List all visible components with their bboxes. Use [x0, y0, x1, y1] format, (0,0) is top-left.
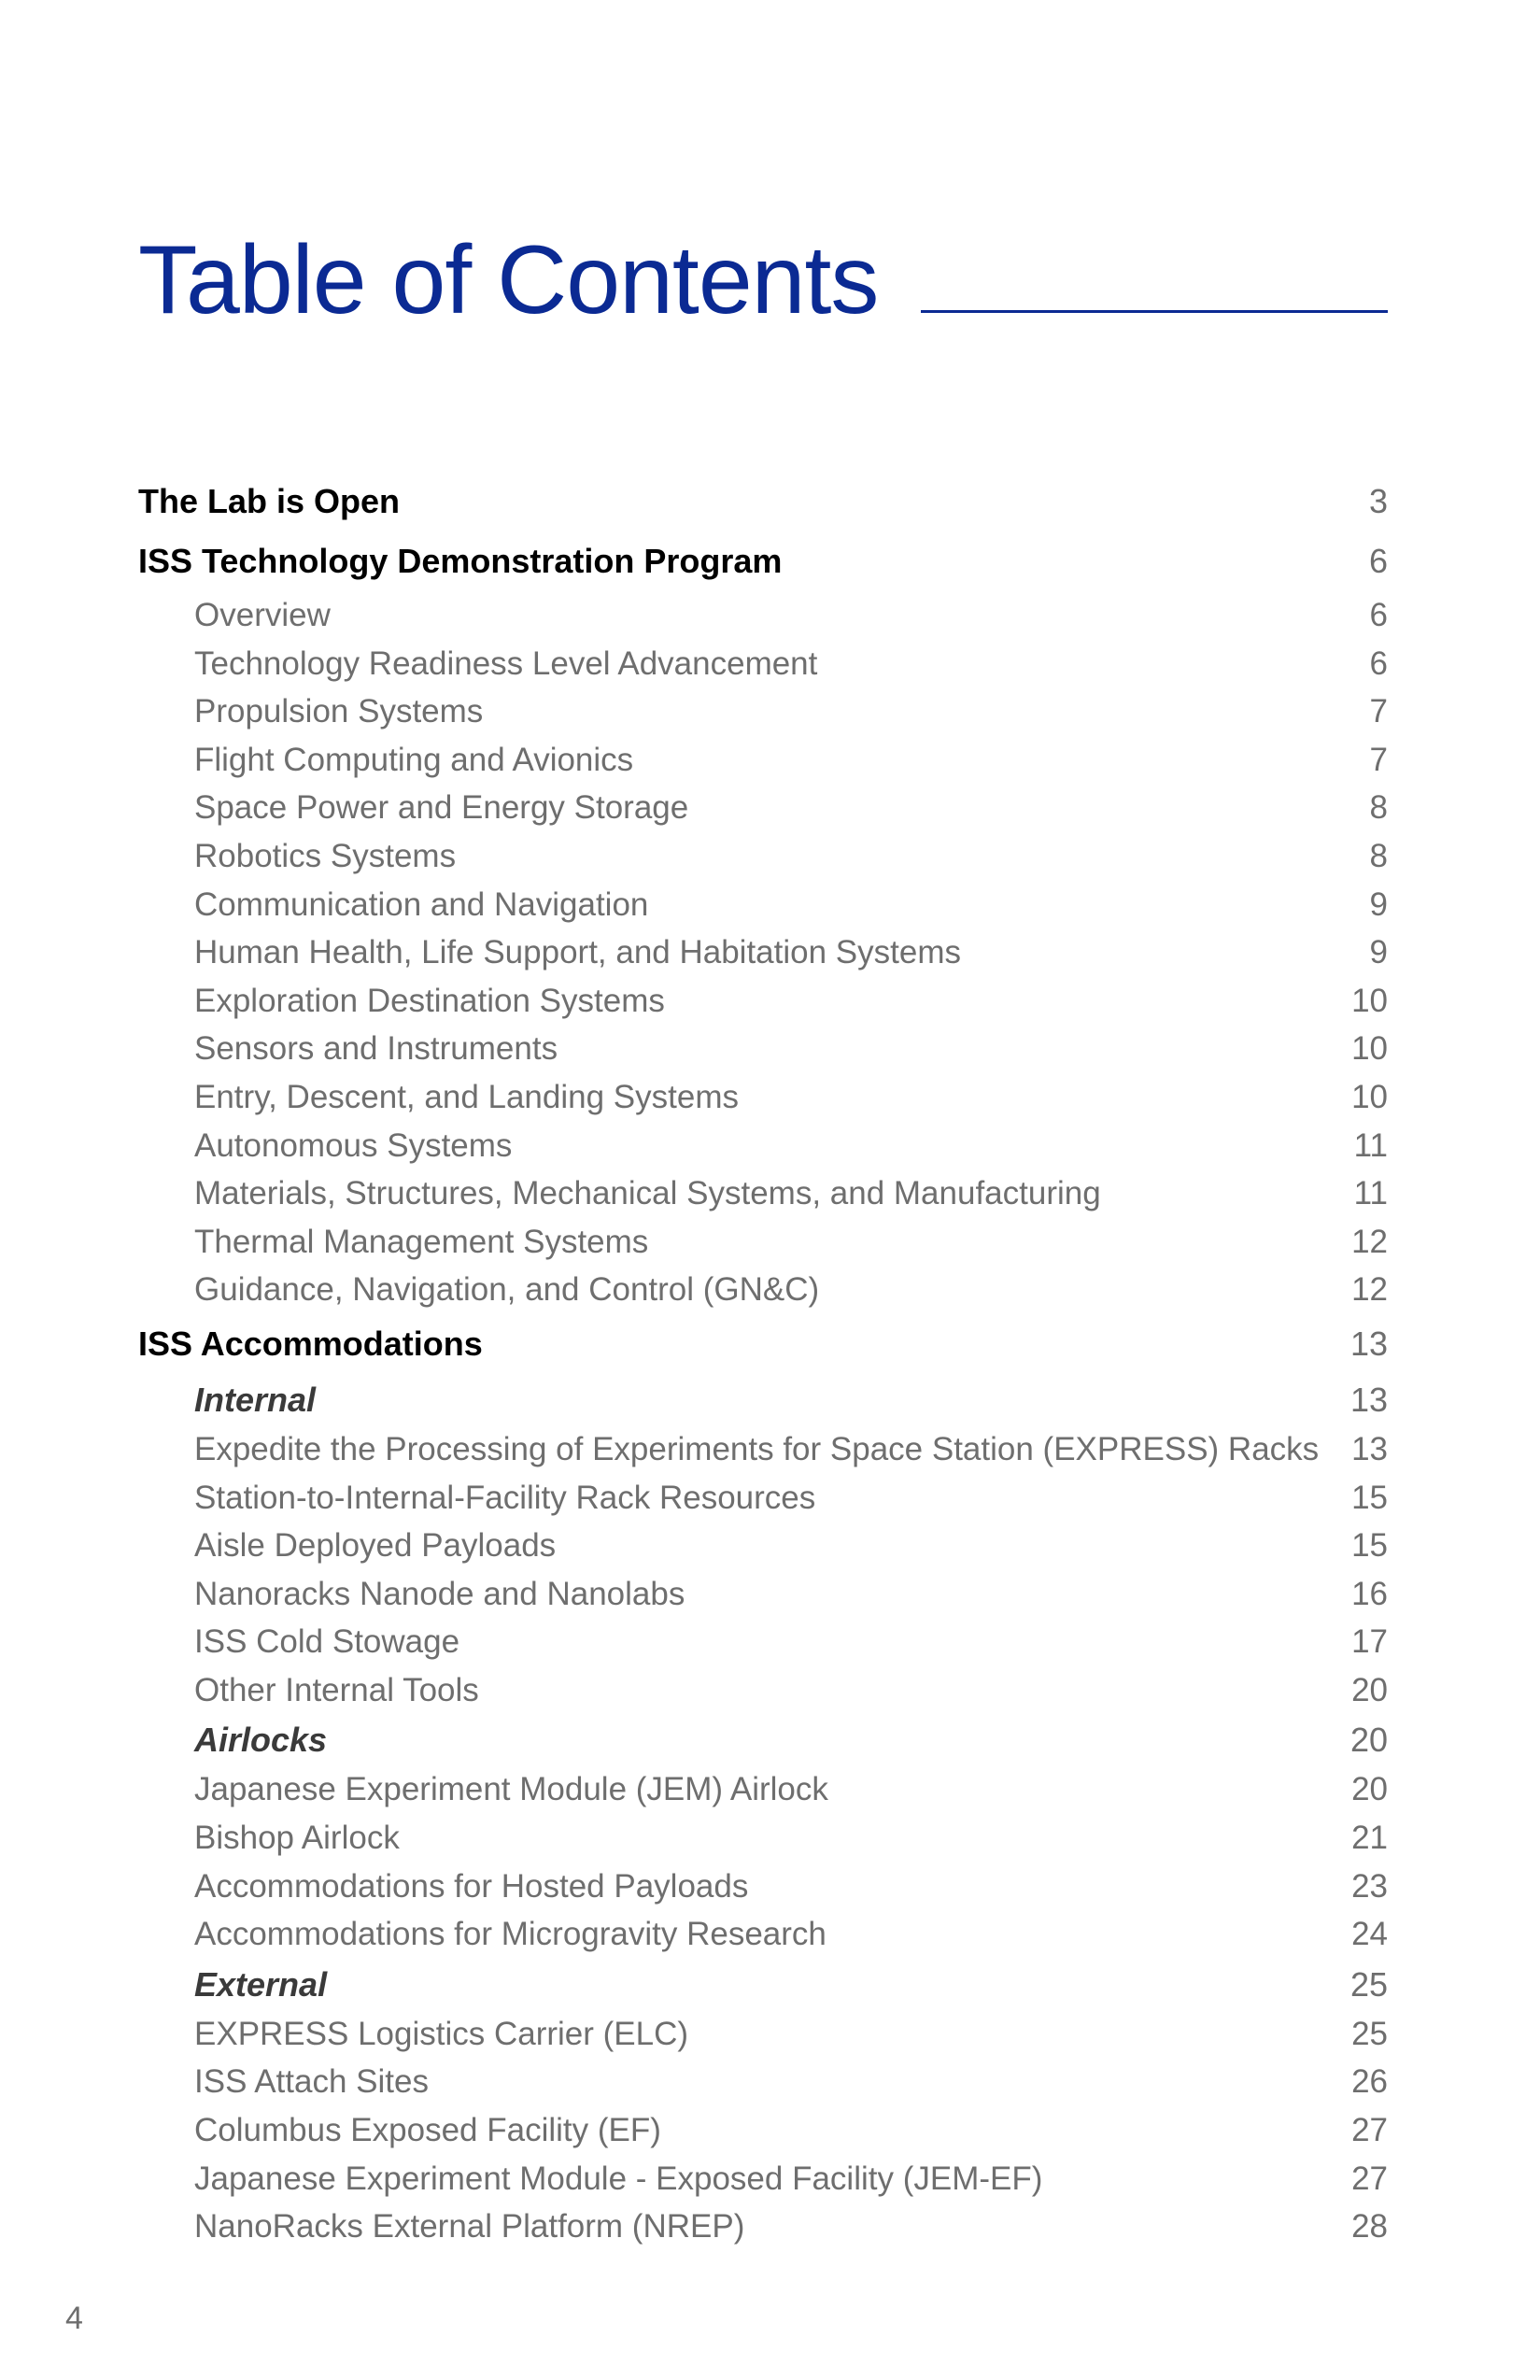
- toc-entry-label: ISS Cold Stowage: [194, 1623, 460, 1661]
- toc-entry-label: Technology Readiness Level Advancement: [194, 645, 818, 682]
- title-row: [138, 224, 1388, 336]
- toc-entry[interactable]: [138, 2058, 1388, 2106]
- toc-entry-label: Other Internal Tools: [194, 1671, 479, 1708]
- toc-entry[interactable]: [138, 2203, 1388, 2251]
- toc-entry-label: Expedite the Processing of Experiments for Space Station (EXPRESS) Racks: [194, 1430, 1320, 1467]
- toc-entry-page: 23: [1351, 1867, 1388, 1905]
- toc-entry-page: 16: [1351, 1575, 1388, 1612]
- toc-entry-label: NanoRacks External Platform (NREP): [194, 2208, 745, 2245]
- toc-entry-page: 13: [1351, 1430, 1388, 1467]
- toc-entry[interactable]: [138, 1073, 1388, 1122]
- toc-entry-page: 11: [1353, 1126, 1388, 1164]
- toc-entry[interactable]: [138, 881, 1388, 929]
- toc-entry-page: 20: [1349, 1721, 1388, 1760]
- toc-entry[interactable]: [138, 1474, 1388, 1523]
- toc-entry-page: 12: [1351, 1271, 1388, 1309]
- toc-entry-page: 9: [1369, 934, 1388, 971]
- toc-entry-page: 26: [1351, 2063, 1388, 2101]
- toc-entry[interactable]: [138, 640, 1388, 688]
- toc-entry[interactable]: [138, 1169, 1388, 1218]
- toc-entry-page: 6: [1369, 645, 1388, 682]
- toc-entry[interactable]: [138, 1425, 1388, 1474]
- toc-entry-label: Accommodations for Microgravity Research: [194, 1916, 827, 1953]
- toc-entry-label: Station-to-Internal-Facility Rack Resources: [194, 1479, 816, 1516]
- toc-entry-label: ISS Attach Sites: [194, 2063, 429, 2101]
- title-rule: [921, 310, 1388, 313]
- toc-entry-label: Sensors and Instruments: [194, 1030, 558, 1068]
- toc-entry-label: Entry, Descent, and Landing Systems: [194, 1078, 739, 1115]
- toc-entry[interactable]: [138, 832, 1388, 881]
- toc-subsection[interactable]: [138, 1374, 1388, 1425]
- toc-entry-label: ISS Accommodations: [138, 1324, 483, 1363]
- toc-entry[interactable]: [138, 1863, 1388, 1911]
- toc-subsection[interactable]: [138, 1959, 1388, 2010]
- toc-entry[interactable]: [138, 784, 1388, 832]
- toc-entry-label: External: [194, 1964, 328, 2004]
- toc-entry-page: 9: [1369, 885, 1388, 923]
- toc-entry-page: 6: [1369, 597, 1388, 633]
- toc-entry-label: ISS Technology Demonstration Program: [138, 542, 783, 580]
- toc-entry[interactable]: [138, 1218, 1388, 1267]
- toc-entry-label: The Lab is Open: [138, 482, 401, 520]
- toc-entry[interactable]: [138, 1910, 1388, 1959]
- toc-entry-page: 8: [1369, 789, 1388, 827]
- toc-entry-label: Japanese Experiment Module - Exposed Facility (JEM-EF): [194, 2160, 1043, 2197]
- toc-entry[interactable]: [138, 2010, 1388, 2059]
- toc-section[interactable]: [138, 472, 1388, 531]
- toc-subsection[interactable]: [138, 1714, 1388, 1765]
- toc-entry[interactable]: [138, 1522, 1388, 1570]
- toc-entry[interactable]: [138, 928, 1388, 977]
- toc-entry-label: Overview: [194, 597, 331, 633]
- toc-entry[interactable]: [138, 687, 1388, 736]
- toc-entry-page: 10: [1351, 1030, 1388, 1068]
- toc-entry[interactable]: [138, 1570, 1388, 1619]
- toc-entry[interactable]: [138, 591, 1388, 640]
- toc-entry-page: 15: [1351, 1479, 1388, 1516]
- toc-section[interactable]: [138, 1314, 1388, 1374]
- toc-entry-page: 12: [1351, 1223, 1388, 1260]
- toc-entry-page: 3: [1368, 482, 1388, 520]
- toc-entry-label: Airlocks: [194, 1721, 328, 1760]
- toc-entry-label: Autonomous Systems: [194, 1126, 513, 1164]
- toc-entry[interactable]: [138, 1025, 1388, 1073]
- toc-entry-label: Propulsion Systems: [194, 693, 484, 730]
- toc-entry[interactable]: [138, 1765, 1388, 1814]
- toc-entry-label: Columbus Exposed Facility (EF): [194, 2112, 661, 2149]
- toc-entry-label: Exploration Destination Systems: [194, 982, 665, 1019]
- toc-entry-label: Communication and Navigation: [194, 885, 649, 923]
- toc-entry-page: 27: [1351, 2112, 1388, 2149]
- toc-entry-label: Aisle Deployed Payloads: [194, 1527, 557, 1565]
- toc-entry-label: Bishop Airlock: [194, 1820, 400, 1857]
- toc-entry-label: EXPRESS Logistics Carrier (ELC): [194, 2015, 689, 2052]
- toc-entry[interactable]: [138, 2155, 1388, 2203]
- toc-entry-page: 6: [1368, 542, 1388, 580]
- toc-entry[interactable]: [138, 2106, 1388, 2155]
- toc-entry-page: 15: [1351, 1527, 1388, 1565]
- toc-entry-label: Robotics Systems: [194, 837, 457, 874]
- toc-entry-label: Human Health, Life Support, and Habitation Systems: [194, 934, 961, 971]
- toc-entry-page: 20: [1351, 1671, 1388, 1708]
- toc-entry-label: Accommodations for Hosted Payloads: [194, 1867, 749, 1905]
- toc-entry-page: 17: [1351, 1623, 1388, 1661]
- toc-entry[interactable]: [138, 736, 1388, 785]
- toc-entry-page: 10: [1351, 1078, 1388, 1115]
- page-title: Table of Contents: [138, 226, 879, 334]
- toc-entry[interactable]: [138, 1814, 1388, 1863]
- toc-entry-page: 7: [1369, 741, 1388, 778]
- toc-entry-page: 8: [1369, 837, 1388, 874]
- table-of-contents: [138, 472, 1388, 2251]
- toc-entry-page: 27: [1351, 2160, 1388, 2197]
- toc-entry-page: 20: [1351, 1771, 1388, 1808]
- toc-entry-label: Nanoracks Nanode and Nanolabs: [194, 1575, 685, 1612]
- toc-entry-page: 7: [1369, 693, 1388, 730]
- toc-entry-label: Internal: [194, 1380, 317, 1419]
- toc-entry-label: Thermal Management Systems: [194, 1223, 649, 1260]
- toc-entry-label: Guidance, Navigation, and Control (GN&C): [194, 1271, 820, 1309]
- toc-entry-page: 25: [1349, 1964, 1388, 2004]
- toc-entry-page: 11: [1353, 1175, 1388, 1212]
- toc-entry-label: Japanese Experiment Module (JEM) Airlock: [194, 1771, 828, 1808]
- toc-entry[interactable]: [138, 1618, 1388, 1666]
- toc-entry-page: 10: [1351, 982, 1388, 1019]
- toc-entry-page: 28: [1351, 2208, 1388, 2245]
- toc-entry[interactable]: [138, 977, 1388, 1026]
- toc-section[interactable]: [138, 531, 1388, 591]
- toc-entry-label: Flight Computing and Avionics: [194, 741, 634, 778]
- toc-entry[interactable]: [138, 1666, 1388, 1715]
- toc-entry-page: 13: [1349, 1380, 1388, 1419]
- toc-entry-label: Space Power and Energy Storage: [194, 789, 689, 827]
- toc-entry[interactable]: [138, 1266, 1388, 1314]
- toc-entry-page: 13: [1349, 1324, 1388, 1363]
- toc-entry-page: 24: [1351, 1916, 1388, 1953]
- toc-entry-page: 21: [1351, 1820, 1388, 1857]
- toc-entry-page: 25: [1351, 2015, 1388, 2052]
- toc-entry-label: Materials, Structures, Mechanical Systems, and Manufacturing: [194, 1175, 1101, 1212]
- toc-entry[interactable]: [138, 1122, 1388, 1170]
- page-number: 4: [65, 2301, 83, 2336]
